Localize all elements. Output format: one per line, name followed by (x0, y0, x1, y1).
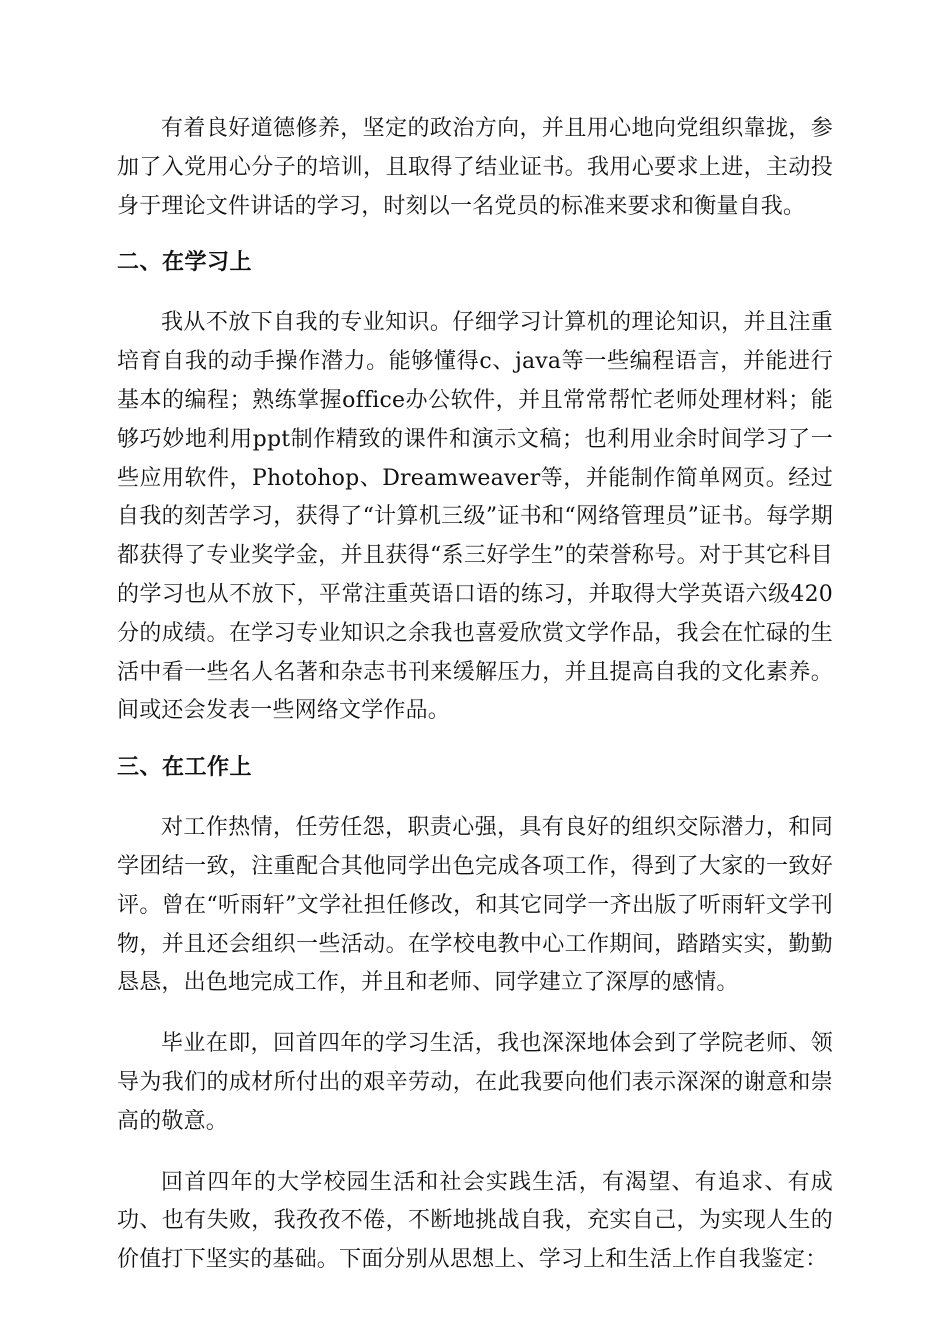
paragraph-graduation: 毕业在即，回首四年的学习生活，我也深深地体会到了学院老师、领导为我们的成材所付出的艰辛劳动，在此我要向他们表示深深的谢意和崇高的敬意。 (117, 1031, 833, 1134)
document-page (117, 110, 833, 1280)
paragraph-political-thought: 有着良好道德修养，坚定的政治方向，并且用心地向党组织靠拢，参加了入党用心分子的培训，且取得了结业证书。我用心要求上进，主动投身于理论文件讲话的学习，时刻以一名党员的标准来要求和衡量自我。 (117, 116, 833, 219)
paragraph-work: 对工作热情，任劳任怨，职责心强，具有良好的组织交际潜力，和同学团结一致，注重配合其他同学出色完成各项工作，得到了大家的一致好评。曾在“听雨轩”文学社担任修改，和其它同学一齐出版了听雨轩文学刊物，并且还会组织一些活动。在学校电教中心工作期间，踏踏实实，勤勤恳恳，出色地完成工作，并且和老师、同学建立了深厚的感情。 (117, 815, 833, 996)
heading-study: 二、在学习上 (117, 250, 253, 276)
paragraph-review: 回首四年的大学校园生活和社会实践生活，有渴望、有追求、有成功、也有失败，我孜孜不倦，不断地挑战自我，充实自己，为实现人生的价值打下坚实的基础。下面分别从思想上、学习上和生活上作自我鉴定： (117, 1169, 833, 1273)
heading-work: 三、在工作上 (117, 755, 253, 781)
paragraph-study: 我从不放下自我的专业知识。仔细学习计算机的理论知识，并且注重培育自我的动手操作潜力。能够懂得c、java等一些编程语言，并能进行基本的编程；熟练掌握office办公软件，并且常常帮忙老师处理材料；能够巧妙地利用ppt制作精致的课件和演示文稿；也利用业余时间学习了一些应用软件，Photohop、Dreamweaver等，并能制作简单网页。经过自我的刻苦学习，获得了“计算机三级”证书和“网络管理员”证书。每学期都获得了专业奖学金，并且获得“系三好学生”的荣誉称号。对于其它科目的学习也从不放下，平常注重英语口语的练习，并取得大学英语六级420分的成绩。在学习专业知识之余我也喜爱欣赏文学作品，我会在忙碌的生活中看一些名人名著和杂志书刊来缓解压力，并且提高自我的文化素养。间或还会发表一些网络文学作品。 (117, 310, 833, 724)
